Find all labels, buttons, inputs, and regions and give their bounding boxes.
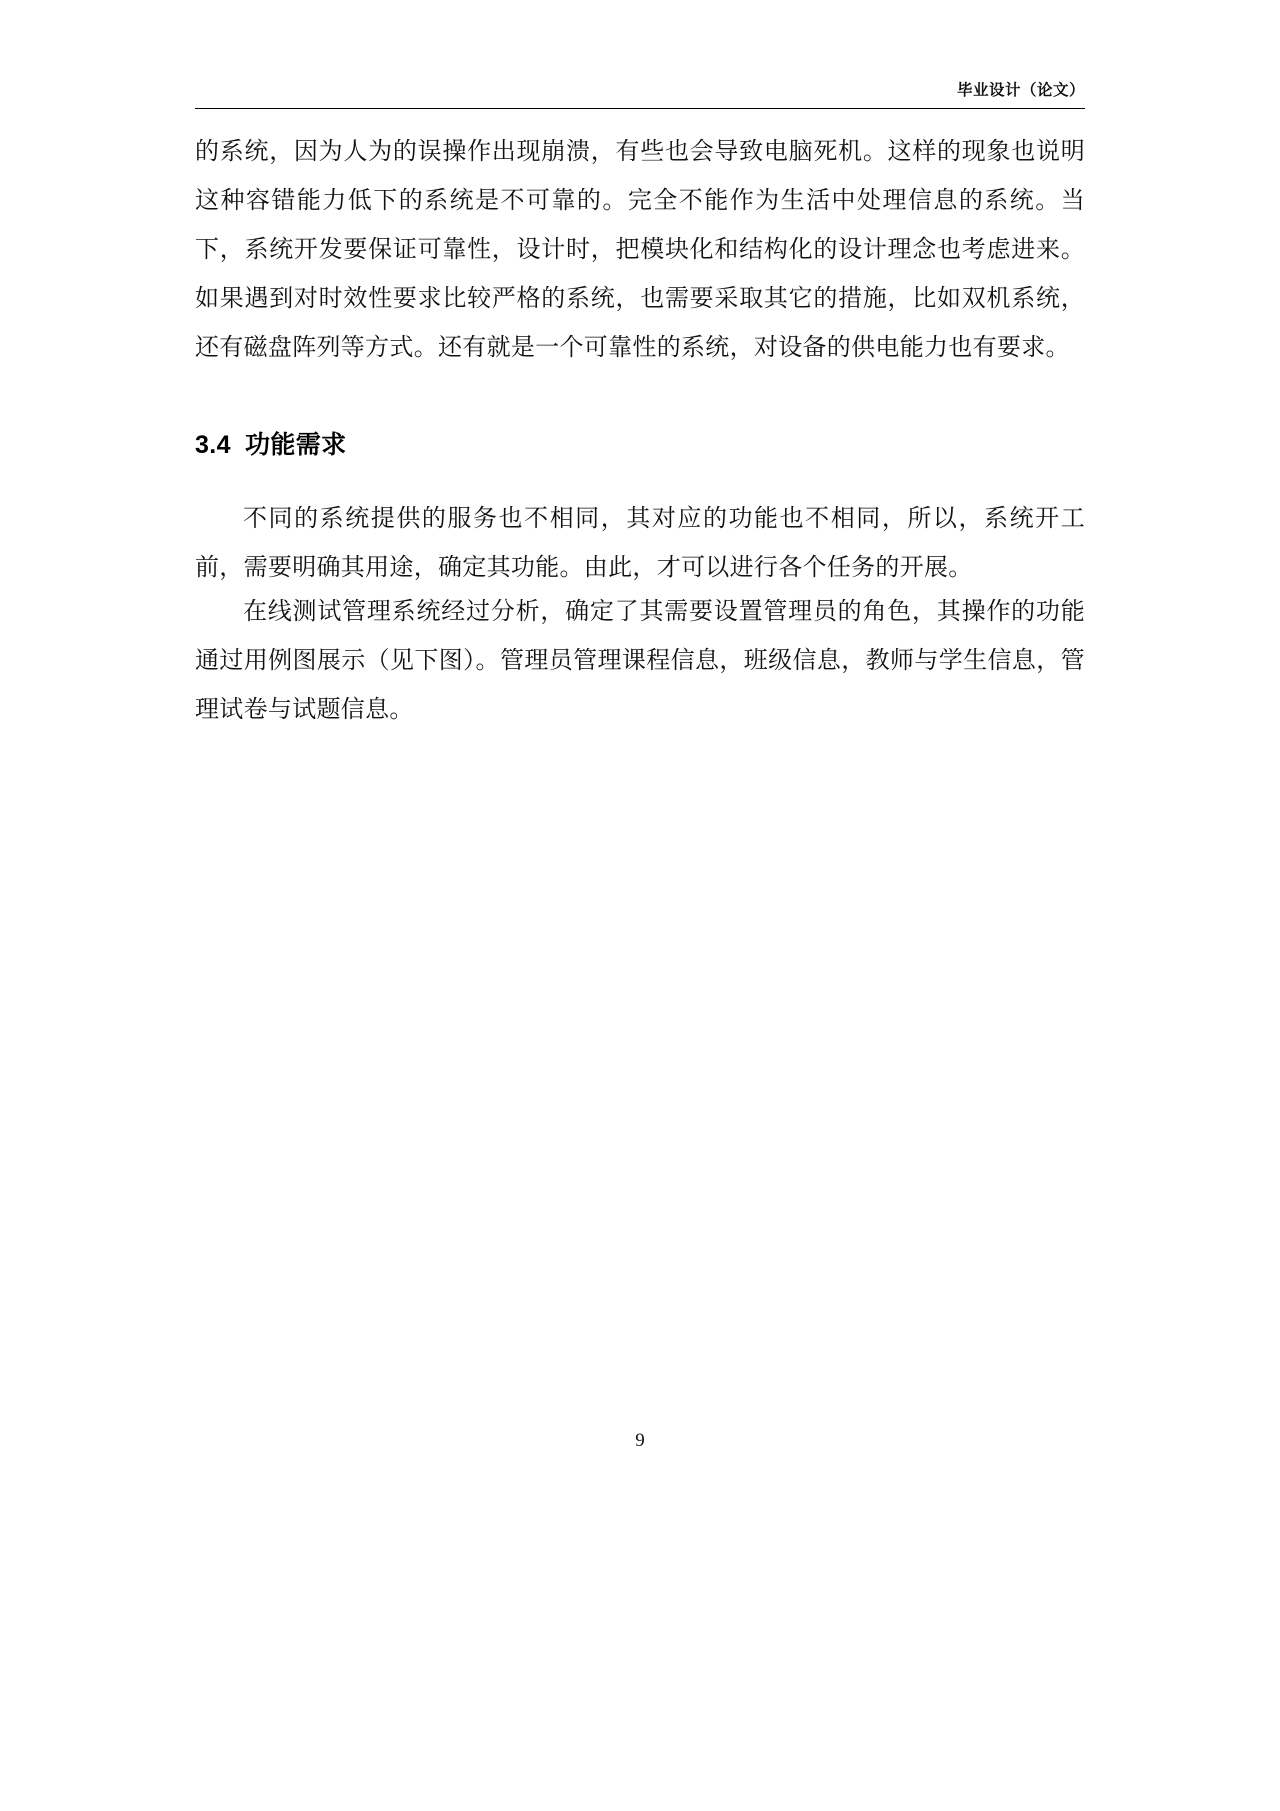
page-header: 毕业设计（论文） xyxy=(956,82,1085,99)
paragraph-continued: 的系统，因为人为的误操作出现崩溃，有些也会导致电脑死机。这样的现象也说明这种容错能力低下的系统是不可靠的。完全不能作为生活中处理信息的系统。当下，系统开发要保证可靠性，设计时，把模块化和结构化的设计理念也考虑进来。如果遇到对时效性要求比较严格的系统，也需要采取其它的措施，比如双机系统，还有磁盘阵列等方式。还有就是一个可靠性的系统，对设备的供电能力也有要求。 xyxy=(195,139,1085,361)
section-number: 3.4 xyxy=(195,431,231,459)
section-heading-3-4 xyxy=(195,425,1085,461)
page-footer xyxy=(195,1430,1085,1452)
page-number: 9 xyxy=(635,1430,645,1451)
header-divider xyxy=(195,108,1085,109)
page-content xyxy=(195,0,1085,1811)
paragraph-block-functional-2 xyxy=(195,588,1085,735)
paragraph-block-functional-1 xyxy=(195,495,1085,593)
section-title: 功能需求 xyxy=(244,431,347,459)
paragraph-functional-2: 在线测试管理系统经过分析，确定了其需要设置管理员的角色，其操作的功能通过用例图展示（见下图）。管理员管理课程信息，班级信息，教师与学生信息，管理试卷与试题信息。 xyxy=(195,599,1085,723)
paragraph-block-continued xyxy=(195,128,1085,373)
section-heading-block xyxy=(195,425,1085,461)
paragraph-functional-1: 不同的系统提供的服务也不相同，其对应的功能也不相同，所以，系统开工前，需要明确其用途，确定其功能。由此，才可以进行各个任务的开展。 xyxy=(195,506,1085,581)
